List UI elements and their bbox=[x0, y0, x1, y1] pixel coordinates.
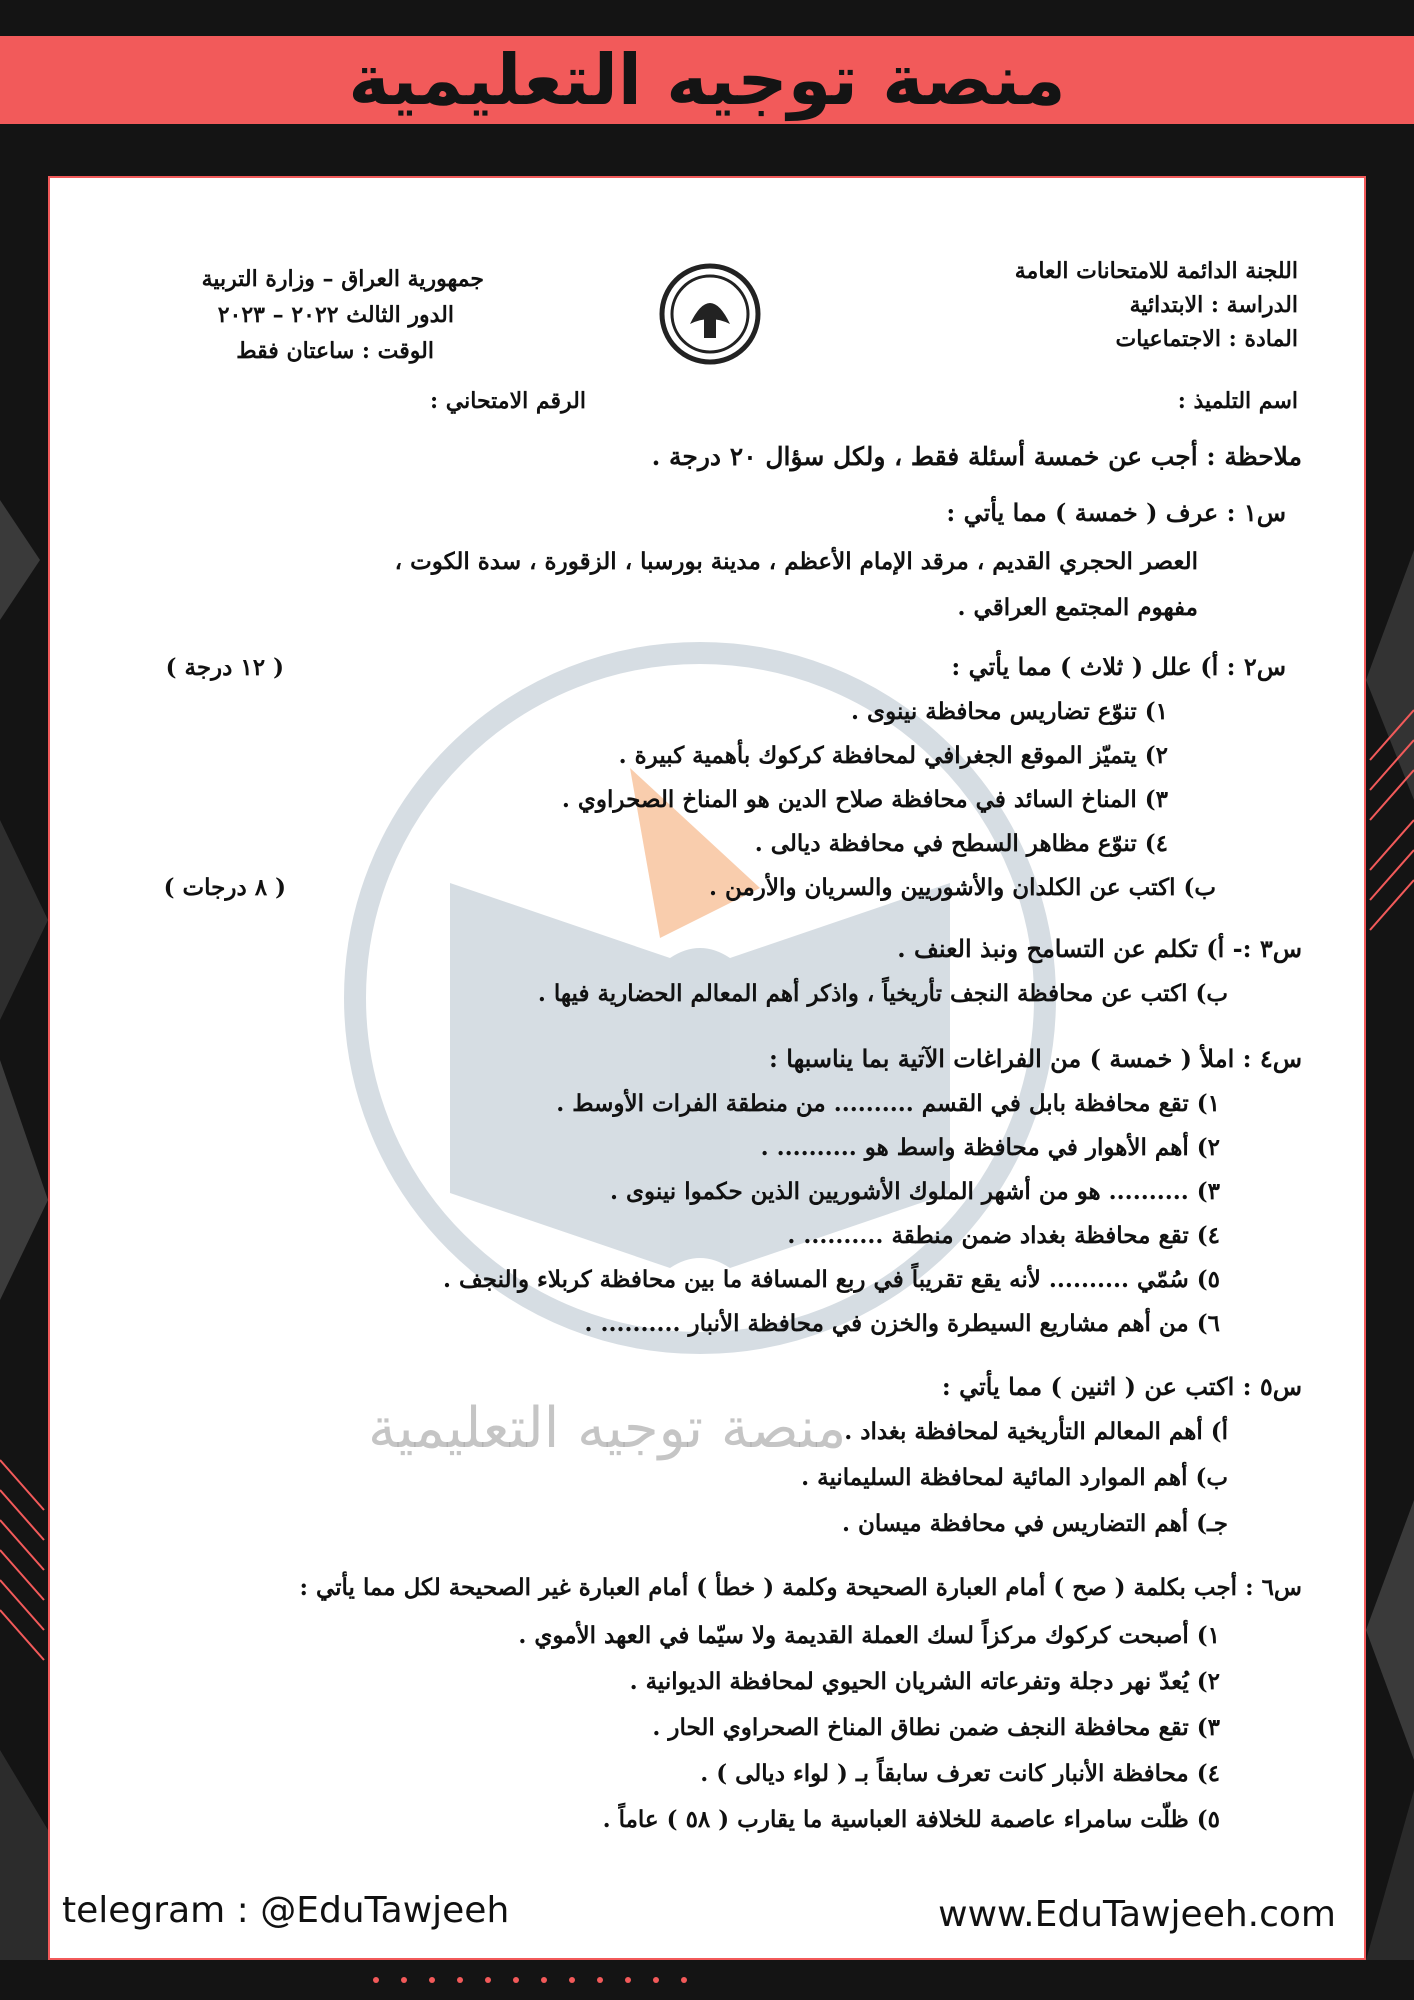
right-decoration bbox=[1366, 500, 1414, 1960]
q1-line1: العصر الحجري القديم ، مرقد الإمام الأعظم ، مدينة بورسبا ، الزقورة ، سدة الكوت ، bbox=[394, 548, 1198, 575]
q6-title: س٦ : أجب بكلمة ( صح ) أمام العبارة الصحيحة وكلمة ( خطأ ) أمام العبارة غير الصحيحة لكل مما يأتي : bbox=[299, 1574, 1302, 1601]
q4-item: ٦) من أهم مشاريع السيطرة والخزن في محافظة الأنبار .......... . bbox=[584, 1310, 1220, 1337]
header-subject: المادة : الاجتماعيات bbox=[1115, 326, 1298, 352]
q4-item: ١) تقع محافظة بابل في القسم .......... من منطقة الفرات الأوسط . bbox=[556, 1090, 1220, 1117]
q2-part-b: ب) اكتب عن الكلدان والأشوريين والسريان والأرمن . bbox=[708, 874, 1216, 901]
q4-item: ٤) تقع محافظة بغداد ضمن منطقة .......... . bbox=[787, 1222, 1220, 1249]
q2-item: ١) تنوّع تضاريس محافظة نينوى . bbox=[851, 698, 1168, 725]
q3-title: س٣ :- أ) تكلم عن التسامح ونبذ العنف . bbox=[897, 934, 1302, 963]
q6-item: ١) أصبحت كركوك مركزاً لسك العملة القديمة ولا سيّما في العهد الأموي . bbox=[518, 1622, 1220, 1649]
q4-item: ٥) سُمّي .......... لأنه يقع تقريباً في ربع المسافة ما بين محافظة كربلاء والنجف . bbox=[442, 1266, 1220, 1293]
q4-item: ٣) .......... هو من أشهر الملوك الأشوريين الذين حكموا نينوى . bbox=[610, 1178, 1220, 1205]
exam-paper bbox=[48, 176, 1366, 1960]
q5-item: أ) أهم المعالم التأريخية لمحافظة بغداد . bbox=[844, 1418, 1228, 1445]
q6-item: ٣) تقع محافظة النجف ضمن نطاق المناخ الصحراوي الحار . bbox=[652, 1714, 1220, 1741]
exam-note: ملاحظة : أجب عن خمسة أسئلة فقط ، ولكل سؤال ٢٠ درجة . bbox=[651, 442, 1302, 471]
banner-title: منصة توجيه التعليمية bbox=[0, 36, 1414, 124]
q2-item: ٤) تنوّع مظاهر السطح في محافظة ديالى . bbox=[754, 830, 1168, 857]
q6-item: ٤) محافظة الأنبار كانت تعرف سابقاً بـ ( لواء ديالى ) . bbox=[700, 1760, 1220, 1787]
q5-title: س٥ : اكتب عن ( اثنين ) مما يأتي : bbox=[941, 1372, 1302, 1401]
q1-line2: مفهوم المجتمع العراقي . bbox=[957, 594, 1198, 621]
q2-marks-a: ( ١٢ درجة ) bbox=[165, 654, 284, 681]
iraq-emblem-icon bbox=[658, 262, 762, 366]
student-name-label: اسم التلميذ : bbox=[1177, 388, 1298, 414]
header-study-level: الدراسة : الابتدائية bbox=[1129, 292, 1298, 318]
q2-item: ٣) المناخ السائد في محافظة صلاح الدين هو المناخ الصحراوي . bbox=[561, 786, 1168, 813]
q4-title: س٤ : املأ ( خمسة ) من الفراغات الآتية بما يناسبها : bbox=[769, 1044, 1302, 1073]
q2-title: س٢ : أ) علل ( ثلاث ) مما يأتي : bbox=[951, 652, 1286, 681]
q3-part-b: ب) اكتب عن محافظة النجف تأريخياً ، واذكر أهم المعالم الحضارية فيها . bbox=[537, 980, 1228, 1007]
q2-marks-b: ( ٨ درجات ) bbox=[163, 874, 286, 901]
q1-title: س١ : عرف ( خمسة ) مما يأتي : bbox=[946, 498, 1286, 527]
footer-website[interactable]: www.EduTawjeeh.com bbox=[938, 1894, 1336, 1935]
bottom-dots-decoration bbox=[372, 1972, 712, 1988]
watermark-text: منصة توجيه التعليمية bbox=[368, 1396, 847, 1461]
header-time: الوقت : ساعتان فقط bbox=[236, 338, 434, 364]
q6-item: ٥) ظلّت سامراء عاصمة للخلافة العباسية ما يقارب ( ٥٨ ) عاماً . bbox=[602, 1806, 1220, 1833]
q4-item: ٢) أهم الأهوار في محافظة واسط هو .......... . bbox=[760, 1134, 1220, 1161]
q6-item: ٢) يُعدّ نهر دجلة وتفرعاته الشريان الحيوي لمحافظة الديوانية . bbox=[629, 1668, 1220, 1695]
exam-number-label: الرقم الامتحاني : bbox=[430, 388, 586, 414]
header-ministry: جمهورية العراق – وزارة التربية bbox=[201, 266, 484, 292]
footer-telegram[interactable]: telegram : @EduTawjeeh bbox=[62, 1890, 510, 1931]
header-committee: اللجنة الدائمة للامتحانات العامة bbox=[1014, 258, 1298, 284]
header-exam-round: الدور الثالث ٢٠٢٢ – ٢٠٢٣ bbox=[217, 302, 454, 328]
q5-item: جـ) أهم التضاريس في محافظة ميسان . bbox=[841, 1510, 1228, 1537]
left-decoration bbox=[0, 500, 48, 1960]
q2-item: ٢) يتميّز الموقع الجغرافي لمحافظة كركوك بأهمية كبيرة . bbox=[618, 742, 1168, 769]
q5-item: ب) أهم الموارد المائية لمحافظة السليمانية . bbox=[801, 1464, 1228, 1491]
